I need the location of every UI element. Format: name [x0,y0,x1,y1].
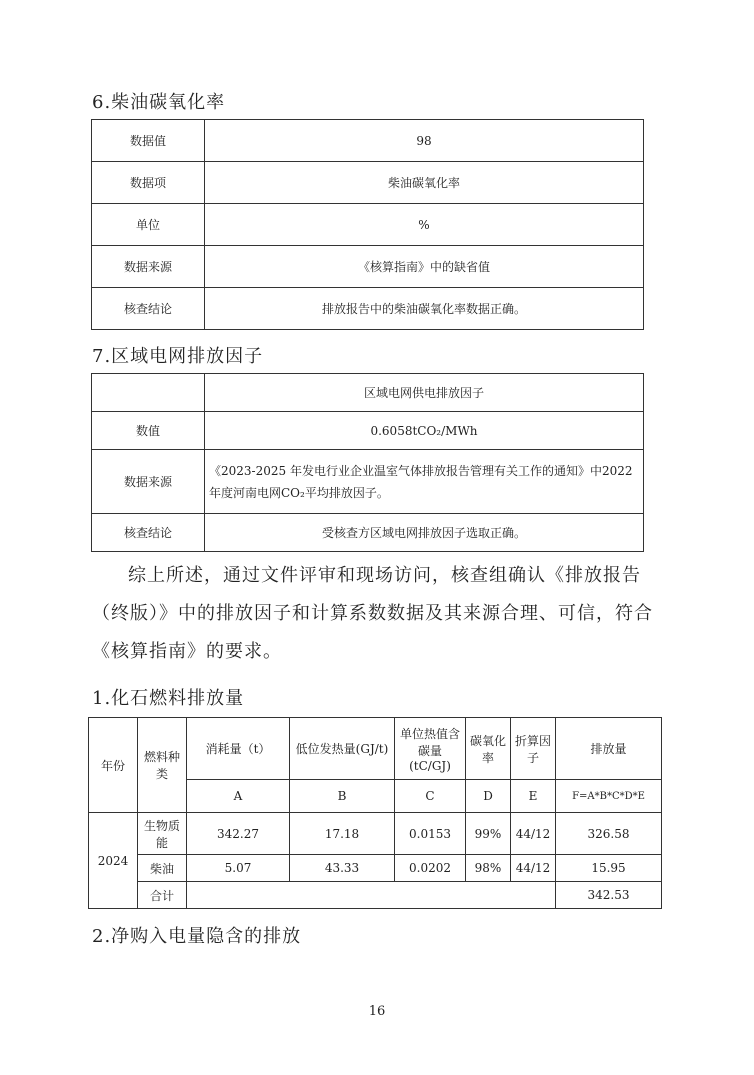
label: 核查结论 [92,288,205,330]
label: 核查结论 [92,514,205,552]
cell: 44/12 [511,855,556,882]
value: 受核查方区域电网排放因子选取正确。 [205,514,644,552]
value: 98 [205,120,644,162]
label: 数据项 [92,162,205,204]
section-6-table [91,119,644,330]
th: 折算因子 [511,718,556,780]
cell: 0.0202 [395,855,466,882]
cell: 98% [466,855,511,882]
section-2-title: 2.净购入电量隐含的排放 [92,926,302,947]
cell: 342.27 [187,813,290,855]
empty-cell [92,374,205,412]
th: 单位热值含碳量(tC/GJ) [395,718,466,780]
letter: C [395,780,466,813]
page-number: 16 [368,1004,386,1019]
cell: 0.0153 [395,813,466,855]
label: 数据来源 [92,450,205,514]
cell: 生物质能 [138,813,187,855]
cell: 柴油 [138,855,187,882]
label: 数据值 [92,120,205,162]
cell: 5.07 [187,855,290,882]
label: 数据来源 [92,246,205,288]
cell: 44/12 [511,813,556,855]
value: 排放报告中的柴油碳氧化率数据正确。 [205,288,644,330]
summary-paragraph: 综上所述，通过文件评审和现场访问，核查组确认《排放报告（终版）》中的排放因子和计算系数数据及其来源合理、可信，符合《核算指南》的要求。 [92,565,653,662]
label: 数值 [92,412,205,450]
letter: A [187,780,290,813]
th: 碳氧化率 [466,718,511,780]
th: 燃料种类 [138,718,187,813]
section-1-title: 1.化石燃料排放量 [92,688,245,709]
value: 0.6058tCO₂/MWh [205,412,644,450]
section-6-title: 6.柴油碳氧化率 [92,92,226,113]
cell: 15.95 [556,855,662,882]
value: % [205,204,644,246]
letter: E [511,780,556,813]
section-7-table [91,373,644,552]
label: 单位 [92,204,205,246]
th: 消耗量（t） [187,718,290,780]
value: 《核算指南》中的缺省值 [205,246,644,288]
section-7-title: 7.区域电网排放因子 [92,346,264,367]
year: 2024 [89,813,138,909]
th: 年份 [89,718,138,813]
letter: B [290,780,395,813]
letter: D [466,780,511,813]
total-value: 342.53 [556,882,662,909]
cell: 17.18 [290,813,395,855]
cell: 326.58 [556,813,662,855]
th: 排放量 [556,718,662,780]
total-label: 合计 [138,882,187,909]
value: 《2023-2025 年发电行业企业温室气体排放报告管理有关工作的通知》中2022 年度河南电网CO₂平均排放因子。 [205,450,644,514]
th: 低位发热量(GJ/t) [290,718,395,780]
cell: 99% [466,813,511,855]
fossil-fuel-table [88,717,662,909]
cell: 43.33 [290,855,395,882]
header: 区域电网供电排放因子 [205,374,644,412]
value: 柴油碳氧化率 [205,162,644,204]
letter: F=A*B*C*D*E [556,780,662,813]
empty-cell [187,882,556,909]
